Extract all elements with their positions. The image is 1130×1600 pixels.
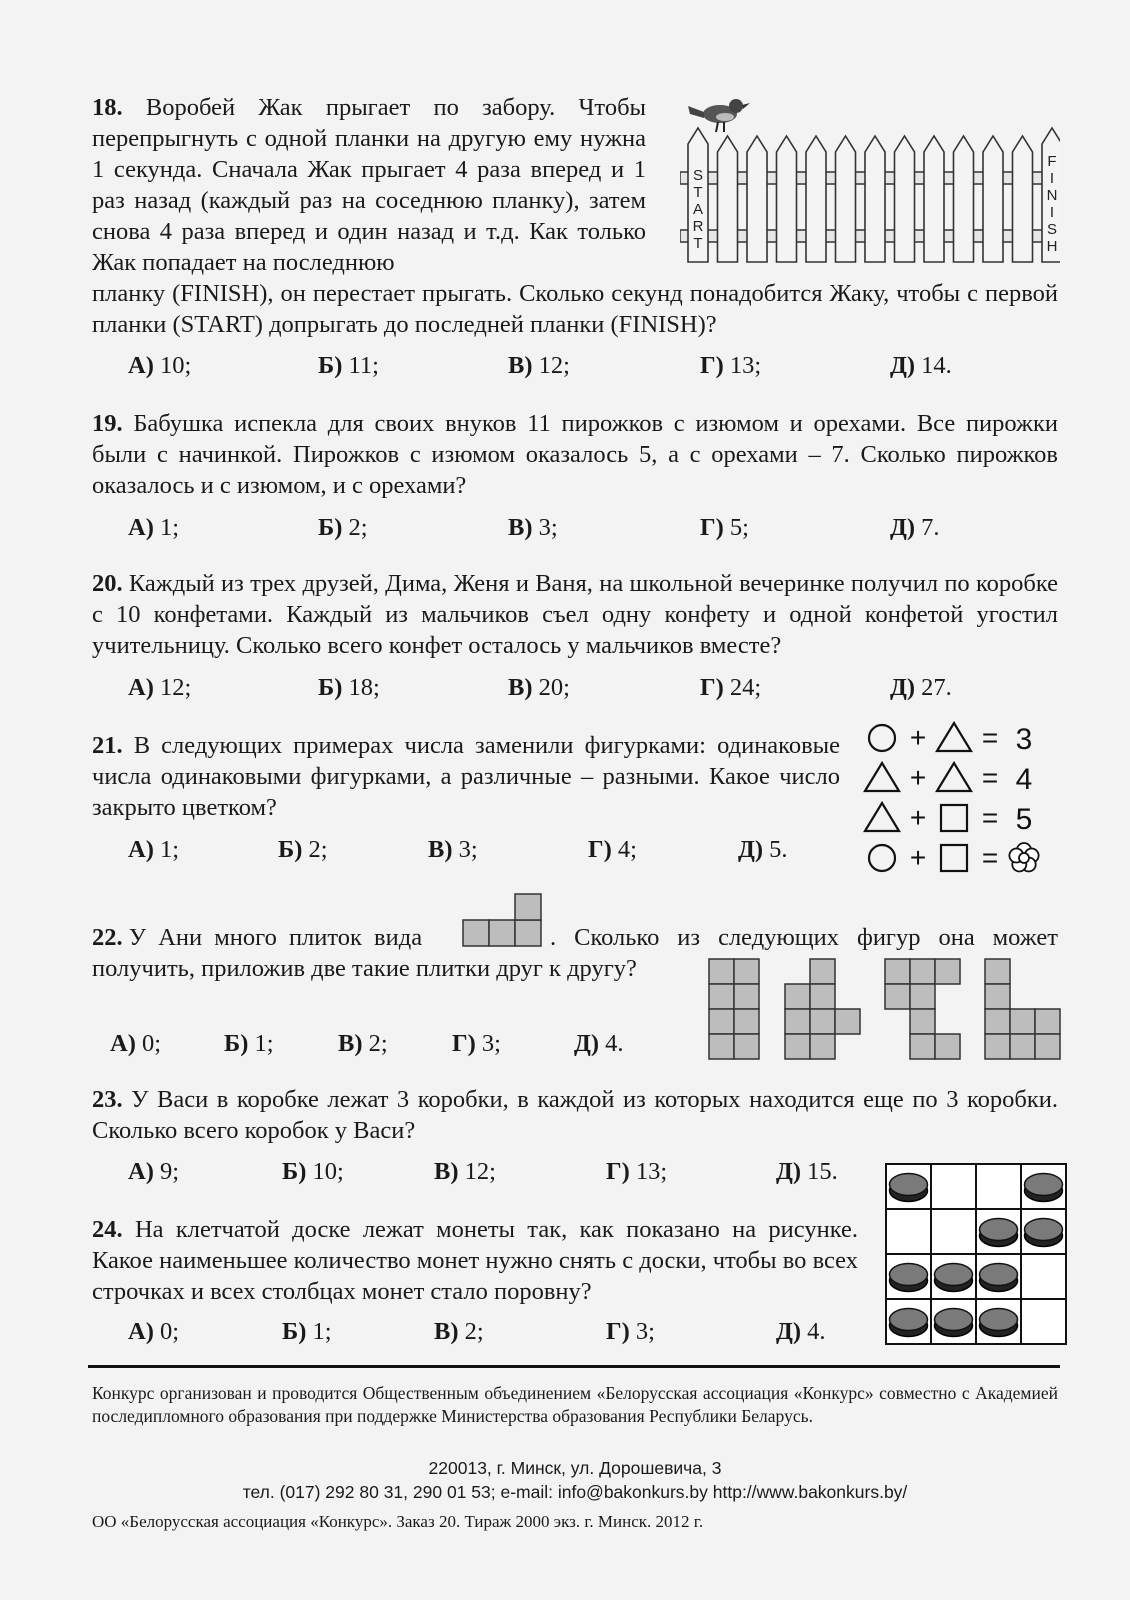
footer-divider (88, 1365, 1060, 1368)
tile-cell (935, 1034, 960, 1059)
circle-icon (869, 725, 895, 751)
equation-result: 3 (1015, 723, 1033, 756)
coin-icon (890, 1264, 928, 1292)
question-18-text-b: планку (FINISH), он перестает прыгать. Сколько секунд понадобится Жаку, чтобы с первой планки (START) допрыгать до последней планки (FINISH)? (92, 280, 1058, 338)
coin-icon (980, 1309, 1018, 1337)
option-v[interactable]: В) 2; (434, 1318, 484, 1345)
fence-picket (865, 136, 885, 262)
coin-icon (890, 1309, 928, 1337)
fence-picket (806, 136, 826, 262)
option-b[interactable]: Б) 10; (282, 1158, 344, 1185)
tile-cell (734, 1009, 759, 1034)
tile-cell (709, 1009, 734, 1034)
tile-figure-2 (785, 959, 860, 1059)
finish-letter: I (1049, 204, 1055, 221)
start-letter: T (693, 235, 703, 252)
start-label (693, 167, 704, 252)
option-v[interactable]: В) 2; (338, 1030, 388, 1057)
tile-cell (709, 959, 734, 984)
option-g[interactable]: Г) 3; (606, 1318, 655, 1345)
question-19 (92, 408, 1058, 501)
tile-cell (1010, 1009, 1035, 1034)
coin-icon (935, 1264, 973, 1292)
option-g[interactable]: Г) 5; (700, 514, 749, 541)
tile-cell (734, 984, 759, 1009)
plus-sign: + (909, 842, 927, 873)
fence-picket (777, 136, 797, 262)
tile-cell (1035, 1034, 1060, 1059)
coin-icon (1025, 1219, 1063, 1247)
option-v[interactable]: В) 3; (508, 514, 558, 541)
fence-figure (680, 92, 1060, 272)
tile-cell (985, 984, 1010, 1009)
start-letter: A (692, 201, 704, 218)
square-icon (941, 845, 967, 871)
fence-picket (924, 136, 944, 262)
board-cell (976, 1164, 1021, 1209)
circle-icon (869, 845, 895, 871)
equals-sign: = (981, 722, 999, 753)
tile-figure-1 (709, 959, 759, 1059)
triangle-icon (937, 723, 971, 751)
start-letter: R (692, 218, 704, 235)
tile-cell (910, 959, 935, 984)
option-v[interactable]: В) 20; (508, 674, 570, 701)
option-b[interactable]: Б) 1; (282, 1318, 332, 1345)
question-20 (92, 568, 1058, 661)
option-v[interactable]: В) 3; (428, 836, 478, 863)
tile-cell (810, 984, 835, 1009)
board-cell (931, 1209, 976, 1254)
question-22-text: . Сколько из следующих фигур она может получить, приложив две такие плитки друг к другу? (92, 924, 1058, 982)
option-g[interactable]: Г) 24; (700, 674, 762, 701)
option-v[interactable]: В) 12; (434, 1158, 496, 1185)
tile-cell (910, 1034, 935, 1059)
option-g[interactable]: Г) 3; (452, 1030, 501, 1057)
footer-imprint: ОО «Белорусская ассоциация «Конкурс». Заказ 20. Тираж 2000 экз. г. Минск. 2012 г. (92, 1512, 704, 1531)
triangle-icon (865, 803, 899, 831)
question-23 (92, 1084, 1058, 1146)
footer-address: 220013, г. Минск, ул. Дорошевича, 3 (428, 1458, 722, 1478)
tile-cell (785, 1034, 810, 1059)
fence-picket (983, 136, 1003, 262)
tile-cell (885, 959, 910, 984)
footer-contacts: тел. (017) 292 80 31, 290 01 53; e-mail: info@bakonkurs.by http://www.bakonkurs.by/ (242, 1482, 908, 1502)
tile-figure-3 (885, 959, 960, 1059)
option-d[interactable]: Д) 4. (574, 1030, 624, 1057)
question-19-text: 19. Бабушка испекла для своих внуков 11 пирожков с изюмом и орехами. Все пирожки были с начинкой. Пирожков с изюмом оказалось 5, а с орехами – 7. Сколько пирожков оказалось и с изюмом, и с орехами? (92, 410, 1059, 499)
footer-organizer: Конкурс организован и проводится Общественным объединением «Белорусская ассоциация «Конкурс» совместно с Академией последипломного образования при поддержке Министерства образования Республики Беларусь. (92, 1383, 1058, 1426)
option-a[interactable]: А) 1; (128, 836, 180, 863)
tile-cell (985, 1034, 1010, 1059)
square-icon (941, 805, 967, 831)
plus-sign: + (909, 762, 927, 793)
plus-sign: + (909, 802, 927, 833)
fence-picket (895, 136, 915, 262)
finish-letter: S (1046, 221, 1058, 238)
question-number: 20. (92, 570, 123, 597)
equals-sign: = (981, 762, 999, 793)
question-24-text: 24. На клетчатой доске лежат монеты так, как показано на рисунке. Какое наименьшее количество монет нужно снять с доски, чтобы во всех строчках и всех столбцах монет стало поровну? (92, 1216, 858, 1305)
equals-sign: = (981, 842, 999, 873)
question-number: 23. (92, 1086, 123, 1113)
coin-icon (890, 1174, 928, 1202)
option-b[interactable]: Б) 2; (278, 836, 328, 863)
coin-icon (980, 1264, 1018, 1292)
option-d[interactable]: Д) 4. (776, 1318, 826, 1345)
option-a[interactable]: А) 0; (128, 1318, 180, 1345)
tile-cell (734, 1034, 759, 1059)
board-cell (931, 1164, 976, 1209)
plus-sign: + (909, 722, 927, 753)
question-number: 22. (92, 924, 123, 951)
question-20-text: 20. Каждый из трех друзей, Дима, Женя и Ваня, на школьной вечеринке получил по коробке с 10 конфетами. Каждый из мальчиков съел одну конфету и одной конфетой угостил учительницу. Сколько всего конфет осталось у мальчиков вместе? (92, 570, 1059, 659)
board-cell (1021, 1299, 1066, 1344)
tile-cell (910, 984, 935, 1009)
tile-cell (734, 959, 759, 984)
tile-figure-4 (985, 959, 1060, 1059)
question-18-continued (92, 278, 1058, 340)
triangle-icon (865, 763, 899, 791)
fence-picket (747, 136, 767, 262)
fence-picket (836, 136, 856, 262)
question-21 (92, 730, 840, 823)
tile-cell (810, 1009, 835, 1034)
tile-cell (785, 1009, 810, 1034)
equals-sign: = (981, 802, 999, 833)
coin-board-figure (884, 1162, 1070, 1348)
option-d[interactable]: Д) 5. (738, 836, 788, 863)
shapes-equations-figure (862, 718, 1062, 880)
option-d[interactable]: Д) 15. (776, 1158, 838, 1185)
question-number: 24. (92, 1216, 123, 1243)
option-b[interactable]: Б) 1; (224, 1030, 274, 1057)
question-number: 18. (92, 94, 123, 121)
tile-cell (1010, 1034, 1035, 1059)
equation-result: 4 (1015, 763, 1033, 796)
tile-cell (835, 1009, 860, 1034)
tile-cell (985, 959, 1010, 984)
tile-figures (708, 958, 1068, 1066)
option-g[interactable]: Г) 13; (700, 352, 762, 379)
option-a[interactable]: А) 9; (128, 1158, 180, 1185)
tile-cell (910, 1009, 935, 1034)
sparrow-icon (688, 99, 750, 132)
tile-cell (709, 984, 734, 1009)
finish-letter: H (1046, 238, 1058, 255)
fence-picket (718, 136, 738, 262)
option-d[interactable]: Д) 14. (890, 352, 952, 379)
finish-letter: F (1047, 153, 1057, 170)
tile-cell (810, 1034, 835, 1059)
start-letter: T (693, 184, 703, 201)
tile-cell (885, 984, 910, 1009)
coin-icon (1025, 1174, 1063, 1202)
option-v[interactable]: В) 12; (508, 352, 570, 379)
finish-letter: N (1046, 187, 1058, 204)
flower-icon (1009, 843, 1038, 871)
board-cell (1021, 1254, 1066, 1299)
option-d[interactable]: Д) 7. (890, 514, 940, 541)
question-21-text: 21. В следующих примерах числа заменили фигурками: одинаковые числа одинаковыми фигурками, а различные – разными. Какое число закрыто цветком? (92, 732, 840, 821)
triangle-icon (937, 763, 971, 791)
option-g[interactable]: Г) 13; (606, 1158, 668, 1185)
tile-cell (985, 1009, 1010, 1034)
question-18 (92, 92, 646, 278)
option-a[interactable]: А) 1; (128, 514, 180, 541)
question-24 (92, 1214, 858, 1307)
tile-cell (1035, 1009, 1060, 1034)
finish-letter: I (1049, 170, 1055, 187)
question-22-line1: 22. У Ани много плиток вида (92, 924, 423, 951)
fence-picket (1013, 136, 1033, 262)
option-b[interactable]: Б) 18; (318, 674, 380, 701)
option-g[interactable]: Г) 4; (588, 836, 637, 863)
question-number: 19. (92, 410, 123, 437)
fence-picket (954, 136, 974, 262)
question-number: 21. (92, 732, 123, 759)
tile-cell (785, 984, 810, 1009)
option-a[interactable]: А) 10; (128, 352, 192, 379)
tile-cell (935, 959, 960, 984)
question-23-text: 23. У Васи в коробке лежат 3 коробки, в каждой из которых находится еще по 3 коробки. Сколько всего коробок у Васи? (92, 1086, 1059, 1144)
option-a[interactable]: А) 12; (128, 674, 192, 701)
option-b[interactable]: Б) 2; (318, 514, 368, 541)
tile-cell (709, 1034, 734, 1059)
coin-icon (935, 1309, 973, 1337)
question-18-text-a: 18. Воробей Жак прыгает по забору. Чтобы перепрыгнуть с одной планки на другую ему нужна 1 секунда. Сначала Жак прыгает 4 раза вперед и 1 раз назад (каждый раз на соседнюю планку), затем снова 4 раза вперед и один назад и т.д. Как только Жак попадает на последнюю (92, 94, 646, 276)
equation-result: 5 (1015, 803, 1033, 836)
start-letter: S (692, 167, 704, 184)
coin-icon (980, 1219, 1018, 1247)
board-cell (886, 1209, 931, 1254)
tile-cell (810, 959, 835, 984)
option-a[interactable]: А) 0; (110, 1030, 162, 1057)
option-d[interactable]: Д) 27. (890, 674, 952, 701)
option-b[interactable]: Б) 11; (318, 352, 379, 379)
